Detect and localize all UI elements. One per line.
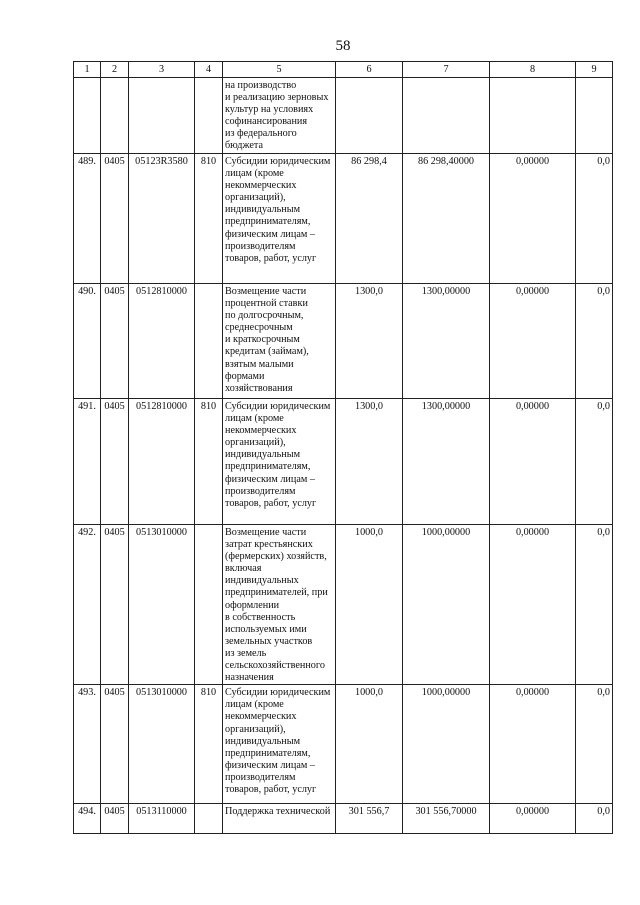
amount-cell: 0,0 (576, 525, 613, 685)
amount-detail-cell: 1000,00000 (403, 685, 490, 804)
expense-type-cell: 810 (195, 685, 223, 804)
expense-type-cell (195, 78, 223, 154)
amount-cell: 86 298,4 (336, 154, 403, 284)
target-code-cell: 0512810000 (129, 399, 195, 525)
column-number: 3 (129, 62, 195, 78)
amount-cell: 0,0 (576, 804, 613, 834)
description-cell: на производство и реализацию зерновых культур на условиях софинансирования из федерального бюджета (223, 78, 336, 154)
description-cell: Возмещение части затрат крестьянских (фермерских) хозяйств, включая индивидуальных предпринимателей, при оформлении в собственность используемых ими земельных участков из земель сельскохозяйственного назначения (223, 525, 336, 685)
target-code-cell: 0513010000 (129, 525, 195, 685)
description-cell: Субсидии юридическим лицам (кроме некоммерческих организаций), индивидуальным предпринимателям, физическим лицам – производителям товаров, работ, услуг (223, 399, 336, 525)
column-number: 8 (490, 62, 576, 78)
column-number: 4 (195, 62, 223, 78)
row-number-cell: 493. (74, 685, 101, 804)
description-cell: Субсидии юридическим лицам (кроме некоммерческих организаций), индивидуальным предпринимателям, физическим лицам – производителям товаров, работ, услуг (223, 685, 336, 804)
table-row (74, 399, 613, 525)
row-number-cell: 489. (74, 154, 101, 284)
section-code-cell: 0405 (101, 804, 129, 834)
section-code-cell: 0405 (101, 525, 129, 685)
section-code-cell: 0405 (101, 154, 129, 284)
amount-cell: 1300,0 (336, 284, 403, 399)
row-number-cell: 494. (74, 804, 101, 834)
amount-cell: 0,00000 (490, 685, 576, 804)
column-number: 9 (576, 62, 613, 78)
section-code-cell: 0405 (101, 399, 129, 525)
target-code-cell: 0513110000 (129, 804, 195, 834)
table-row (74, 804, 613, 834)
budget-table (73, 61, 613, 834)
expense-type-cell: 810 (195, 154, 223, 284)
target-code-cell: 0512810000 (129, 284, 195, 399)
amount-detail-cell (403, 78, 490, 154)
amount-cell: 0,0 (576, 399, 613, 525)
description-cell: Возмещение части процентной ставки по долгосрочным, среднесрочным и краткосрочным кредитам (займам), взятым малыми формами хозяйствования (223, 284, 336, 399)
amount-detail-cell: 1300,00000 (403, 399, 490, 525)
expense-type-cell (195, 284, 223, 399)
section-code-cell (101, 78, 129, 154)
amount-cell (336, 78, 403, 154)
amount-cell: 0,0 (576, 284, 613, 399)
table-row (74, 685, 613, 804)
amount-cell: 0,00000 (490, 154, 576, 284)
amount-cell: 0,0 (576, 154, 613, 284)
column-number: 2 (101, 62, 129, 78)
amount-detail-cell: 1000,00000 (403, 525, 490, 685)
table-row (74, 154, 613, 284)
amount-cell: 1000,0 (336, 685, 403, 804)
section-code-cell: 0405 (101, 685, 129, 804)
target-code-cell (129, 78, 195, 154)
row-number-cell: 492. (74, 525, 101, 685)
amount-cell (576, 78, 613, 154)
column-number-row (74, 62, 613, 78)
amount-cell: 0,00000 (490, 284, 576, 399)
amount-cell: 1300,0 (336, 399, 403, 525)
amount-detail-cell: 86 298,40000 (403, 154, 490, 284)
row-number-cell: 491. (74, 399, 101, 525)
expense-type-cell (195, 804, 223, 834)
target-code-cell: 0513010000 (129, 685, 195, 804)
table-row (74, 284, 613, 399)
expense-type-cell: 810 (195, 399, 223, 525)
section-code-cell: 0405 (101, 284, 129, 399)
column-number: 1 (74, 62, 101, 78)
description-cell: Субсидии юридическим лицам (кроме некоммерческих организаций), индивидуальным предпринимателям, физическим лицам – производителям товаров, работ, услуг (223, 154, 336, 284)
amount-cell: 1000,0 (336, 525, 403, 685)
amount-cell: 0,0 (576, 685, 613, 804)
amount-detail-cell: 301 556,70000 (403, 804, 490, 834)
table-row (74, 525, 613, 685)
target-code-cell: 05123R3580 (129, 154, 195, 284)
amount-cell: 0,00000 (490, 399, 576, 525)
row-number-cell: 490. (74, 284, 101, 399)
row-number-cell (74, 78, 101, 154)
description-cell: Поддержка технической (223, 804, 336, 834)
table-row (74, 78, 613, 154)
amount-cell: 0,00000 (490, 804, 576, 834)
page-number: 58 (335, 38, 351, 54)
amount-cell: 0,00000 (490, 525, 576, 685)
amount-detail-cell: 1300,00000 (403, 284, 490, 399)
column-number: 7 (403, 62, 490, 78)
amount-cell (490, 78, 576, 154)
expense-type-cell (195, 525, 223, 685)
column-number: 6 (336, 62, 403, 78)
column-number: 5 (223, 62, 336, 78)
amount-cell: 301 556,7 (336, 804, 403, 834)
